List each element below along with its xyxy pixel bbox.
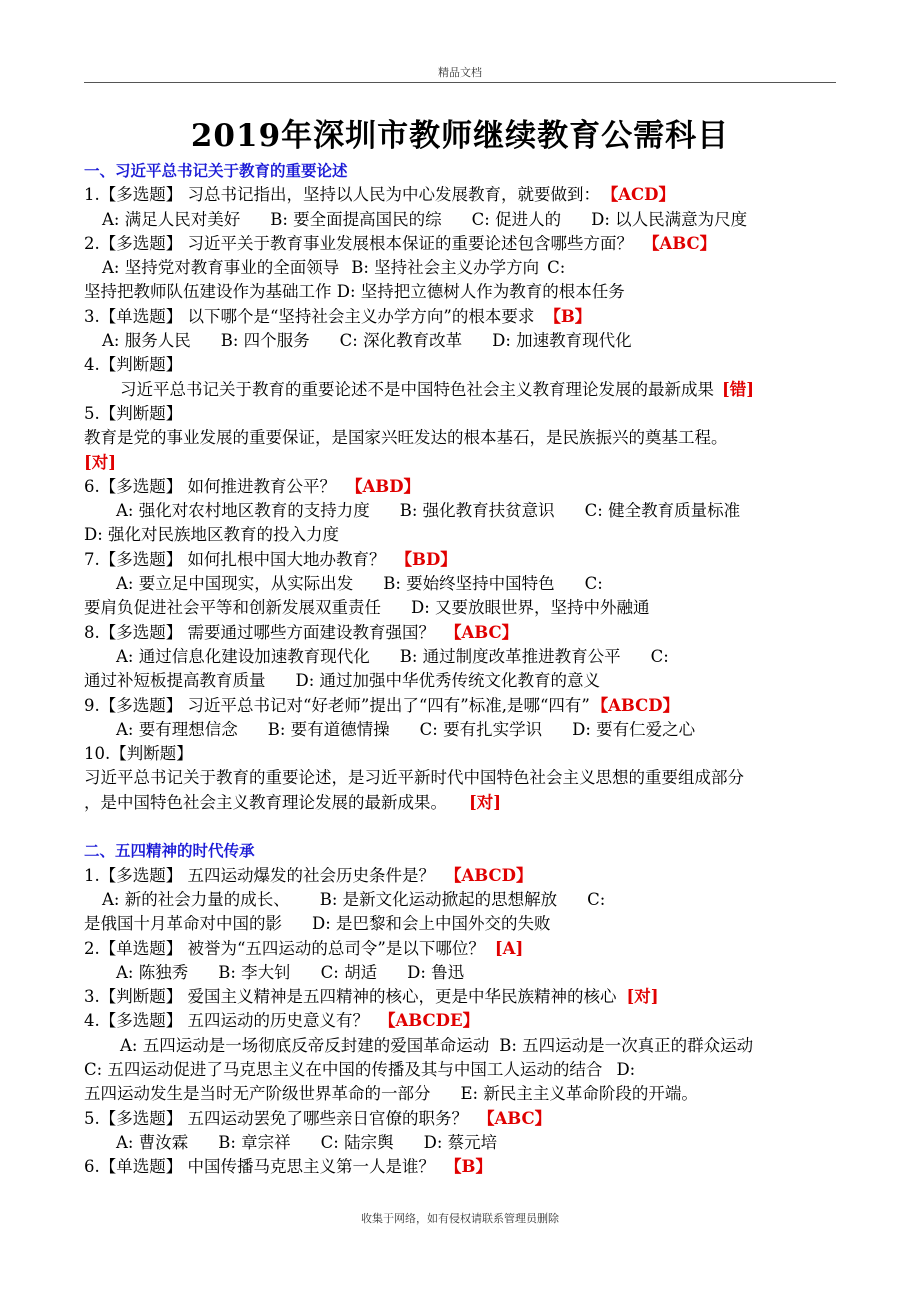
question-stem: 2.【单选题】 被誉为“五四运动的总司令”是以下哪位？ [A] — [84, 938, 524, 958]
answer-badge: 【ABD】 — [346, 476, 421, 496]
answer-badge: [错] — [722, 379, 755, 399]
section-heading: 二、五四精神的时代传承 — [84, 842, 255, 861]
option-line: 坚持把教师队伍建设作为基础工作 D: 坚持把立德树人作为教育的根本任务 — [84, 282, 625, 302]
question-stem: 3.【单选题】 以下哪个是“坚持社会主义办学方向”的根本要求 【B】 — [84, 306, 592, 326]
answer-badge: 【ABCD】 — [599, 695, 680, 715]
question-stem: 1.【多选题】 习总书记指出，坚持以人民为中心发展教育，就要做到： 【ACD】 — [84, 185, 675, 205]
option-line: A: 新的社会力量的成长、 B: 是新文化运动掀起的思想解放 C: — [102, 889, 606, 909]
option-line: A: 满足人民对美好 B: 要全面提高国民的综 C: 促进人的 D: 以人民满意为尺度 — [102, 209, 748, 229]
option-line: 要肩负促进社会平等和创新发展双重责任 D: 又要放眼世界，坚持中外融通 — [84, 598, 650, 618]
option-line: A: 要立足中国现实，从实际出发 B: 要始终坚持中国特色 C: — [116, 574, 603, 594]
question-stem: 4.【判断题】 — [84, 355, 183, 375]
question-stem: 4.【多选题】 五四运动的历史意义有？ 【ABCDE】 — [84, 1011, 480, 1031]
answer-badge: 【B】 — [544, 306, 592, 326]
answer-badge: [对] — [84, 452, 117, 472]
option-line: A: 要有理想信念 B: 要有道德情操 C: 要有扎实学识 D: 要有仁爱之心 — [116, 719, 696, 739]
header-rule — [84, 82, 836, 83]
question-stem: 1.【多选题】 五四运动爆发的社会历史条件是？ 【ABCD】 — [84, 865, 533, 885]
answer-badge: 【ACD】 — [610, 185, 675, 205]
answer-badge: 【ABCD】 — [445, 865, 533, 885]
statement-line: 习近平总书记关于教育的重要论述，是习近平新时代中国特色社会主义思想的重要组成部分 — [84, 768, 744, 788]
answer-badge: 【ABCDE】 — [379, 1011, 480, 1031]
answer-badge: [对] — [626, 987, 659, 1007]
question-stem: 3.【判断题】 爱国主义精神是五四精神的核心，更是中华民族精神的核心 [对] — [84, 987, 659, 1007]
page-header: 精品文档 — [438, 66, 482, 79]
question-stem: 6.【多选题】 如何推进教育公平？ 【ABD】 — [84, 476, 421, 496]
spacer — [84, 815, 836, 839]
option-line: A: 坚持党对教育事业的全面领导 B: 坚持社会主义办学方向 C: — [102, 258, 566, 278]
statement-line: 习近平总书记关于教育的重要论述不是中国特色社会主义教育理论发展的最新成果 [错] — [120, 379, 755, 399]
option-line: 通过补短板提高教育质量 D: 通过加强中华优秀传统文化教育的意义 — [84, 671, 601, 691]
answer-badge: 【ABC】 — [478, 1108, 552, 1128]
section-heading: 一、习近平总书记关于教育的重要论述 — [84, 162, 348, 180]
question-stem: 6.【单选题】 中国传播马克思主义第一人是谁？ 【B】 — [84, 1157, 492, 1177]
question-stem: 2.【多选题】 习近平关于教育事业发展根本保证的重要论述包含哪些方面？ 【ABC】 — [84, 233, 717, 253]
page-footer: 收集于网络，如有侵权请联系管理员删除 — [361, 1212, 559, 1225]
option-line: 五四运动发生是当时无产阶级世界革命的一部分 E: 新民主主义革命阶段的开端。 — [84, 1084, 698, 1104]
answer-badge: 【B】 — [445, 1157, 492, 1177]
option-line: C: 五四运动促进了马克思主义在中国的传播及其与中国工人运动的结合 D: — [84, 1059, 636, 1079]
option-line: A: 陈独秀 B: 李大钊 C: 胡适 D: 鲁迅 — [116, 962, 465, 982]
statement-line: ，是中国特色社会主义教育理论发展的最新成果。 [对] — [84, 792, 502, 812]
option-line: A: 服务人民 B: 四个服务 C: 深化教育改革 D: 加速教育现代化 — [102, 331, 632, 351]
answer-badge: [A] — [494, 938, 524, 958]
document-title: 2019年深圳市教师继续教育公需科目 — [190, 118, 730, 154]
answer-line — [84, 451, 836, 475]
answer-badge: 【ABC】 — [445, 622, 519, 642]
option-line: A: 五四运动是一场彻底反帝反封建的爱国革命运动 B: 五四运动是一次真正的群众运动 — [120, 1035, 754, 1055]
statement-line: 教育是党的事业发展的重要保证，是国家兴旺发达的根本基石，是民族振兴的奠基工程。 — [84, 428, 728, 448]
answer-badge: [对] — [469, 792, 502, 812]
option-line: D: 强化对民族地区教育的投入力度 — [84, 525, 340, 545]
question-stem: 9.【多选题】 习近平总书记对“好老师”提出了“四有”标准,是哪“四有” 【ABCD】 — [84, 695, 680, 715]
question-stem: 5.【判断题】 — [84, 403, 183, 423]
option-line: A: 强化对农村地区教育的支持力度 B: 强化教育扶贫意识 C: 健全教育质量标准 — [116, 501, 741, 521]
option-line: A: 通过信息化建设加速教育现代化 B: 通过制度改革推进教育公平 C: — [116, 646, 669, 666]
answer-badge: 【ABC】 — [643, 233, 717, 253]
question-stem: 8.【多选题】 需要通过哪些方面建设教育强国？ 【ABC】 — [84, 622, 519, 642]
option-line: 是俄国十月革命对中国的影 D: 是巴黎和会上中国外交的失败 — [84, 914, 551, 934]
question-stem: 5.【多选题】 五四运动罢免了哪些亲日官僚的职务？ 【ABC】 — [84, 1108, 552, 1128]
answer-badge: 【BD】 — [395, 549, 457, 569]
document-body — [84, 159, 836, 1179]
question-stem: 7.【多选题】 如何扎根中国大地办教育？ 【BD】 — [84, 549, 457, 569]
question-stem: 10.【判断题】 — [84, 744, 193, 764]
option-line: A: 曹汝霖 B: 章宗祥 C: 陆宗舆 D: 蔡元培 — [116, 1132, 498, 1152]
